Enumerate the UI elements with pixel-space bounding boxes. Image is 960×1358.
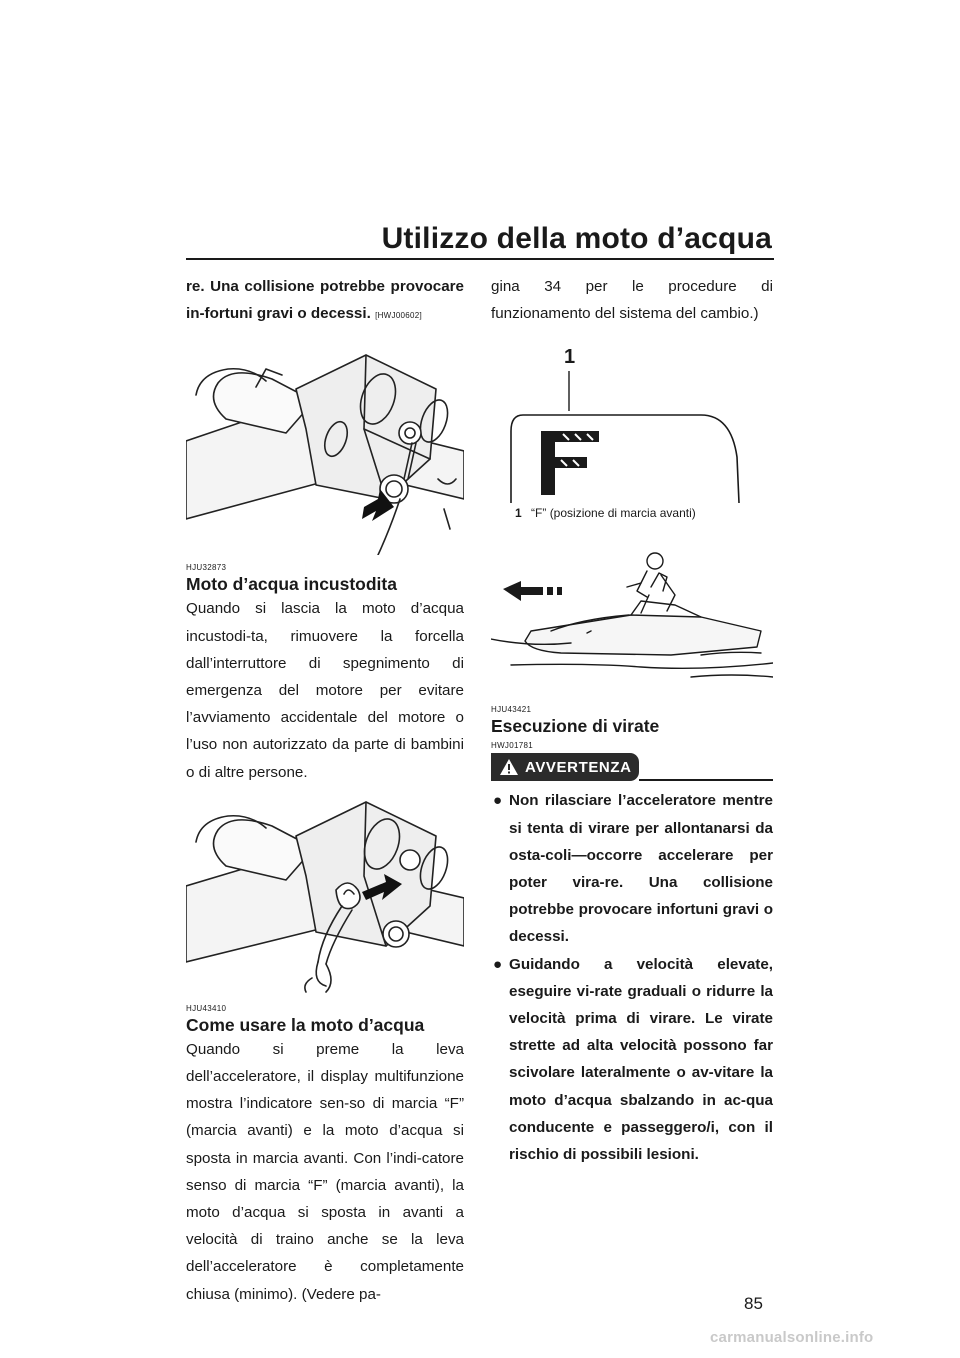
- section1-text: Quando si lascia la moto d’acqua incustodi-ta, rimuovere la forcella dall’interruttore di spegnimento di emergenza del motore per evitare l’avviamento accidentale del motore o l’uso non autorizzato da parte di bambini o di altre persone.: [186, 600, 464, 781]
- warning-triangle-icon: [499, 758, 519, 776]
- section1-title: Moto d’acqua incustodita: [186, 574, 397, 595]
- figure-caption-text: “F” (posizione di marcia avanti): [531, 506, 696, 521]
- section2-code: HJU43410: [186, 1003, 227, 1013]
- warning-rule: [639, 779, 773, 781]
- warning-label: AVVERTENZA: [525, 758, 632, 776]
- page-header-title: Utilizzo della moto d’acqua: [381, 222, 772, 255]
- warning-header: [491, 753, 773, 781]
- list-item: ● Guidando a velocità elevate, eseguire vi-rate graduali o ridurre la velocità prima di virare. Le virate strette ad alta velocità possono far scivolare lateralmente o av-vitare la moto d’acqua sbalzando in ac-qua conducente e passeggero/i, con il rischio di possibili lesioni.: [491, 951, 773, 1169]
- warning-list: [491, 787, 773, 1168]
- page-number: 85: [744, 1294, 763, 1313]
- section2-title: Come usare la moto d’acqua: [186, 1014, 425, 1035]
- section1-code: HJU32873: [186, 563, 227, 573]
- footer-site-name[interactable]: carmanualsonline.info: [710, 1329, 874, 1346]
- warning-code: HWJ01781: [491, 741, 533, 751]
- intro-warning-code: [HWJ00602]: [375, 311, 423, 321]
- list-item: ● Non rilasciare l’acceleratore mentre si tenta di virare per allontanarsi da osta-coli—occorre accelerare per poter vira-re. Una collisione potrebbe provocare infortuni gravi o decessi.: [491, 787, 773, 950]
- section3-title: Esecuzione di virate: [491, 716, 660, 737]
- continuation-text: gina 34 per le procedure di funzionamento del sistema del cambio.): [491, 278, 773, 323]
- intro-warning-text: re. Una collisione potrebbe provocare in-fortuni gravi o decessi. [HWJ00602]: [186, 278, 464, 323]
- section3-code: HJU43421: [491, 705, 532, 715]
- left-column: [186, 273, 464, 1308]
- section2-text: Quando si preme la leva dell’acceleratore, il display multifunzione mostra l’indicatore sen-so di marcia “F” (marcia avanti) e la moto d’acqua si sposta in marcia avanti. Con l’indi-catore senso di marcia “F” (marcia avanti), la moto d’acqua si sposta in avanti a velocità di traino anche se la leva dell’acceleratore è completamente chiusa (minimo). (Vedere pa-: [186, 1040, 464, 1303]
- bullet-icon: ●: [493, 955, 503, 973]
- figure-emergency-switch-clip: [186, 329, 464, 555]
- figure-callout-number: 1: [564, 346, 576, 369]
- warning-badge: [491, 753, 639, 781]
- bullet-icon: ●: [493, 792, 503, 810]
- right-column: [491, 273, 773, 1168]
- header-rule: [186, 258, 774, 260]
- figure-caption-number: 1: [515, 506, 522, 521]
- figure-caption: [491, 505, 773, 521]
- figure-display-forward-indicator: [491, 327, 773, 503]
- figure-remove-clip: [186, 786, 464, 996]
- figure-watercraft-moving-forward: [491, 527, 773, 697]
